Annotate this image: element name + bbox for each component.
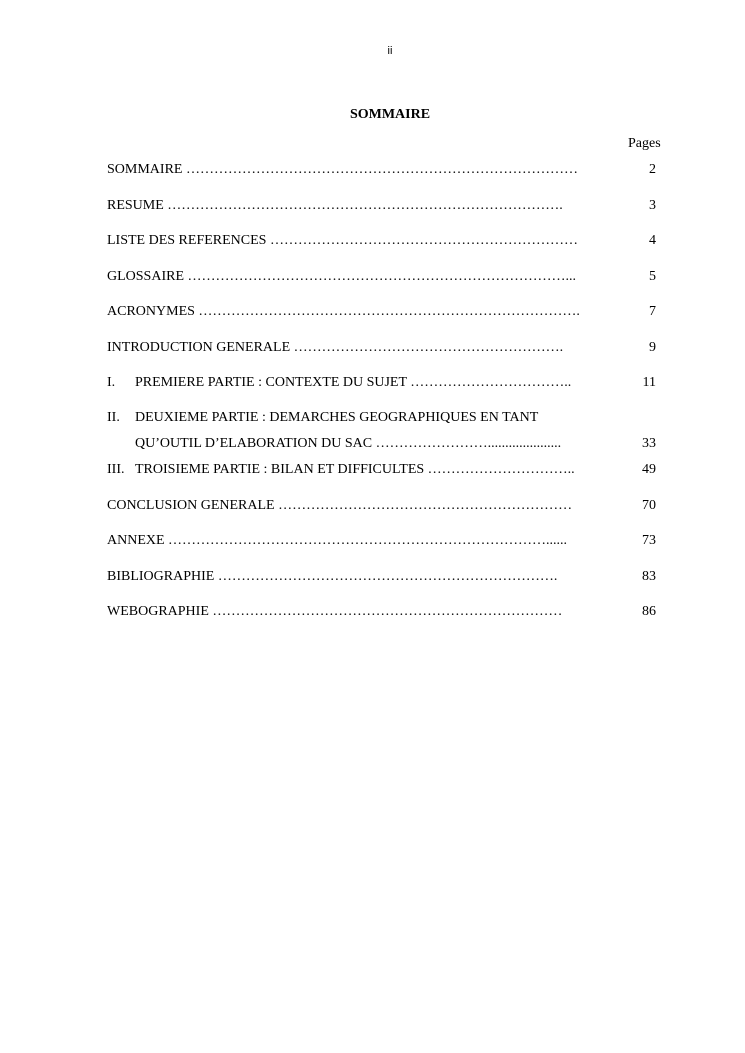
toc-page-liste-references: 4 — [649, 233, 656, 248]
section-title: TROISIEME PARTIE : BILAN ET DIFFICULTES ………………………….. — [135, 462, 575, 477]
toc-entry-sommaire: SOMMAIRE ………………………………………………………………………… — [107, 162, 578, 177]
toc-page-partie-3: 49 — [642, 462, 656, 477]
toc-entry-partie-3 — [107, 462, 575, 478]
pages-column-label: Pages — [628, 136, 661, 151]
section-title: DEUXIEME PARTIE : DEMARCHES GEOGRAPHIQUES EN TANT — [135, 410, 539, 425]
toc-page-webographie: 86 — [642, 604, 656, 619]
page-number: ii — [387, 45, 393, 57]
toc-entry-introduction: INTRODUCTION GENERALE …………………………………………………. — [107, 340, 564, 355]
section-number: I. — [107, 375, 116, 390]
toc-entry-liste-references: LISTE DES REFERENCES ………………………………………………………… — [107, 233, 578, 248]
section-number: III. — [107, 462, 125, 477]
section-title: PREMIERE PARTIE : CONTEXTE DU SUJET …………………………….. — [135, 375, 572, 390]
section-number: II. — [107, 410, 120, 425]
toc-page-glossaire: 5 — [649, 269, 656, 284]
toc-entry-resume: RESUME …………………………………………………………………………. — [107, 198, 563, 213]
toc-page-conclusion: 70 — [642, 498, 656, 513]
toc-entry-acronymes: ACRONYMES ………………………………………………………………………. — [107, 304, 580, 319]
toc-page-resume: 3 — [649, 198, 656, 213]
toc-entry-partie-2-continued — [107, 436, 561, 452]
toc-entry-webographie: WEBOGRAPHIE ………………………………………………………………… — [107, 604, 563, 619]
toc-entry-glossaire: GLOSSAIRE ………………………………………………………………………... — [107, 269, 577, 284]
toc-page-introduction: 9 — [649, 340, 656, 355]
toc-entry-conclusion: CONCLUSION GENERALE ……………………………………………………… — [107, 498, 573, 513]
toc-title: SOMMAIRE — [349, 107, 431, 122]
toc-entry-annexe: ANNEXE ………………………………………………………………………...... — [107, 533, 568, 548]
toc-page-acronymes: 7 — [649, 304, 656, 319]
toc-entry-bibliographie: BIBLIOGRAPHIE ………………………………………………………………. — [107, 569, 558, 584]
toc-page-annexe: 73 — [642, 533, 656, 548]
toc-page-partie-2: 33 — [642, 436, 656, 451]
toc-entry-partie-1 — [107, 375, 571, 391]
toc-page-bibliographie: 83 — [642, 569, 656, 584]
section-title-continued: QU’OUTIL D’ELABORATION DU SAC ……………………..................... — [135, 436, 562, 451]
toc-entry-partie-2 — [107, 410, 538, 426]
toc-page-partie-1: 11 — [642, 375, 656, 390]
toc-page-sommaire: 2 — [649, 162, 656, 177]
